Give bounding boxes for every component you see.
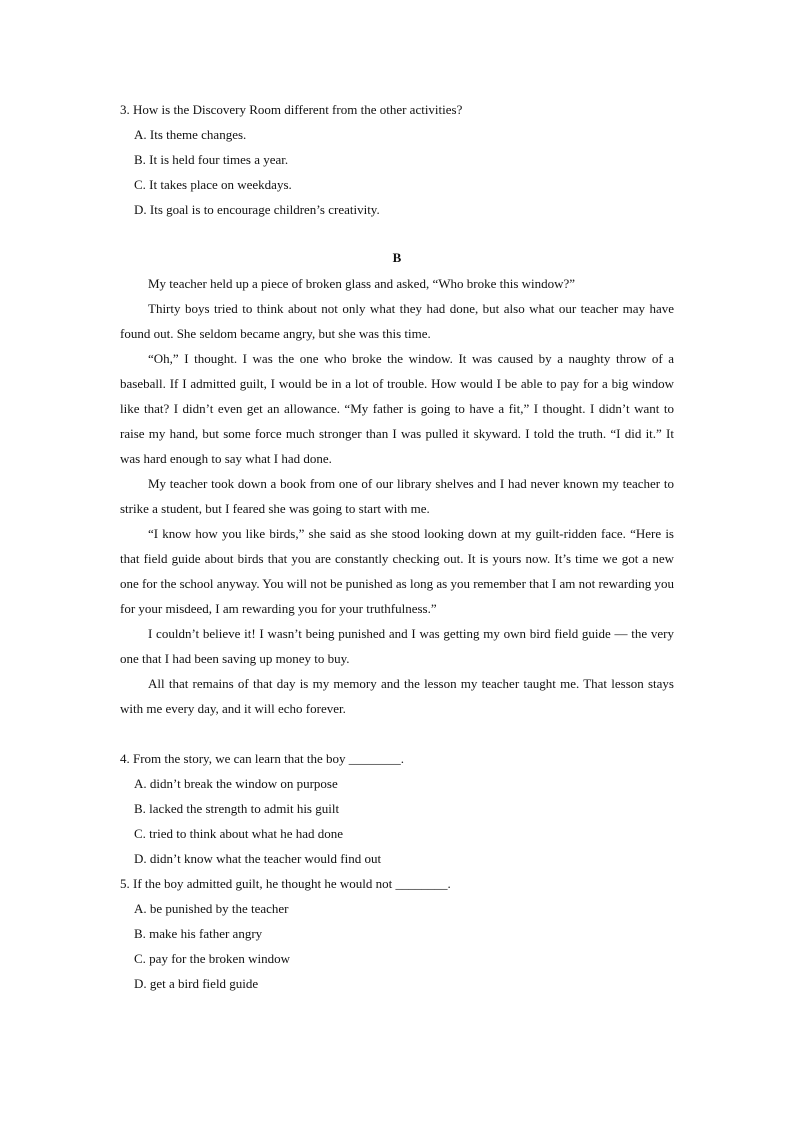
passage-paragraph-3: “Oh,” I thought. I was the one who broke the window. It was caused by a naughty throw of a baseball. If I admitted guilt, I would be in a lot of trouble. How would I be able to pay for a big window like that? I didn’t even get an allowance. “My father is going to have a fit,” I thought. I didn’t want to raise my hand, but some force much stronger than I was pulled it skyward. I told the truth. “I did it.” It was hard enough to say what I had done. — [120, 351, 674, 466]
question-5-option-c: C. pay for the broken window — [134, 951, 290, 966]
question-4-option-d: D. didn’t know what the teacher would find out — [134, 851, 382, 866]
passage-paragraph-7: All that remains of that day is my memory and the lesson my teacher taught me. That lesson stays with me every day, and it will echo forever. — [120, 676, 674, 716]
passage-paragraph-4: My teacher took down a book from one of our library shelves and I had never known my teacher to strike a student, but I feared she was going to start with me. — [120, 476, 674, 516]
question-3-stem: 3. How is the Discovery Room different from the other activities? — [120, 102, 463, 117]
passage-paragraph-5: “I know how you like birds,” she said as she stood looking down at my guilt-ridden face. “Here is that field guide about birds that you are constantly checking out. It is yours now. It’s time we got a new one for the school anyway. You will not be punished as long as you remember that I am not rewarding you for your misdeed, I am rewarding you for your truthfulness.” — [120, 526, 674, 616]
question-5-option-a: A. be punished by the teacher — [134, 901, 289, 916]
question-4-option-c: C. tried to think about what he had done — [134, 826, 344, 841]
reading-passage — [120, 271, 674, 721]
question-5-stem: 5. If the boy admitted guilt, he thought he would not ________. — [120, 876, 451, 891]
question-5-option-b: B. make his father angry — [134, 926, 263, 941]
question-3-option-b: B. It is held four times a year. — [134, 152, 289, 167]
section-title: B — [392, 250, 402, 265]
question-5-option-d: D. get a bird field guide — [134, 976, 259, 991]
passage-paragraph-2: Thirty boys tried to think about not only what they had done, but also what our teacher may have found out. She seldom became angry, but she was this time. — [120, 301, 674, 341]
question-3-option-a: A. Its theme changes. — [134, 127, 247, 142]
question-4-stem: 4. From the story, we can learn that the boy ________. — [120, 751, 405, 766]
question-3-option-d: D. Its goal is to encourage children’s creativity. — [134, 202, 380, 217]
question-3-option-c: C. It takes place on weekdays. — [134, 177, 292, 192]
passage-paragraph-6: I couldn’t believe it! I wasn’t being punished and I was getting my own bird field guide — the very one that I had been saving up money to buy. — [120, 626, 674, 666]
question-4-option-a: A. didn’t break the window on purpose — [134, 776, 338, 791]
passage-paragraph-1: My teacher held up a piece of broken glass and asked, “Who broke this window?” — [148, 276, 576, 291]
question-4-option-b: B. lacked the strength to admit his guilt — [134, 801, 340, 816]
